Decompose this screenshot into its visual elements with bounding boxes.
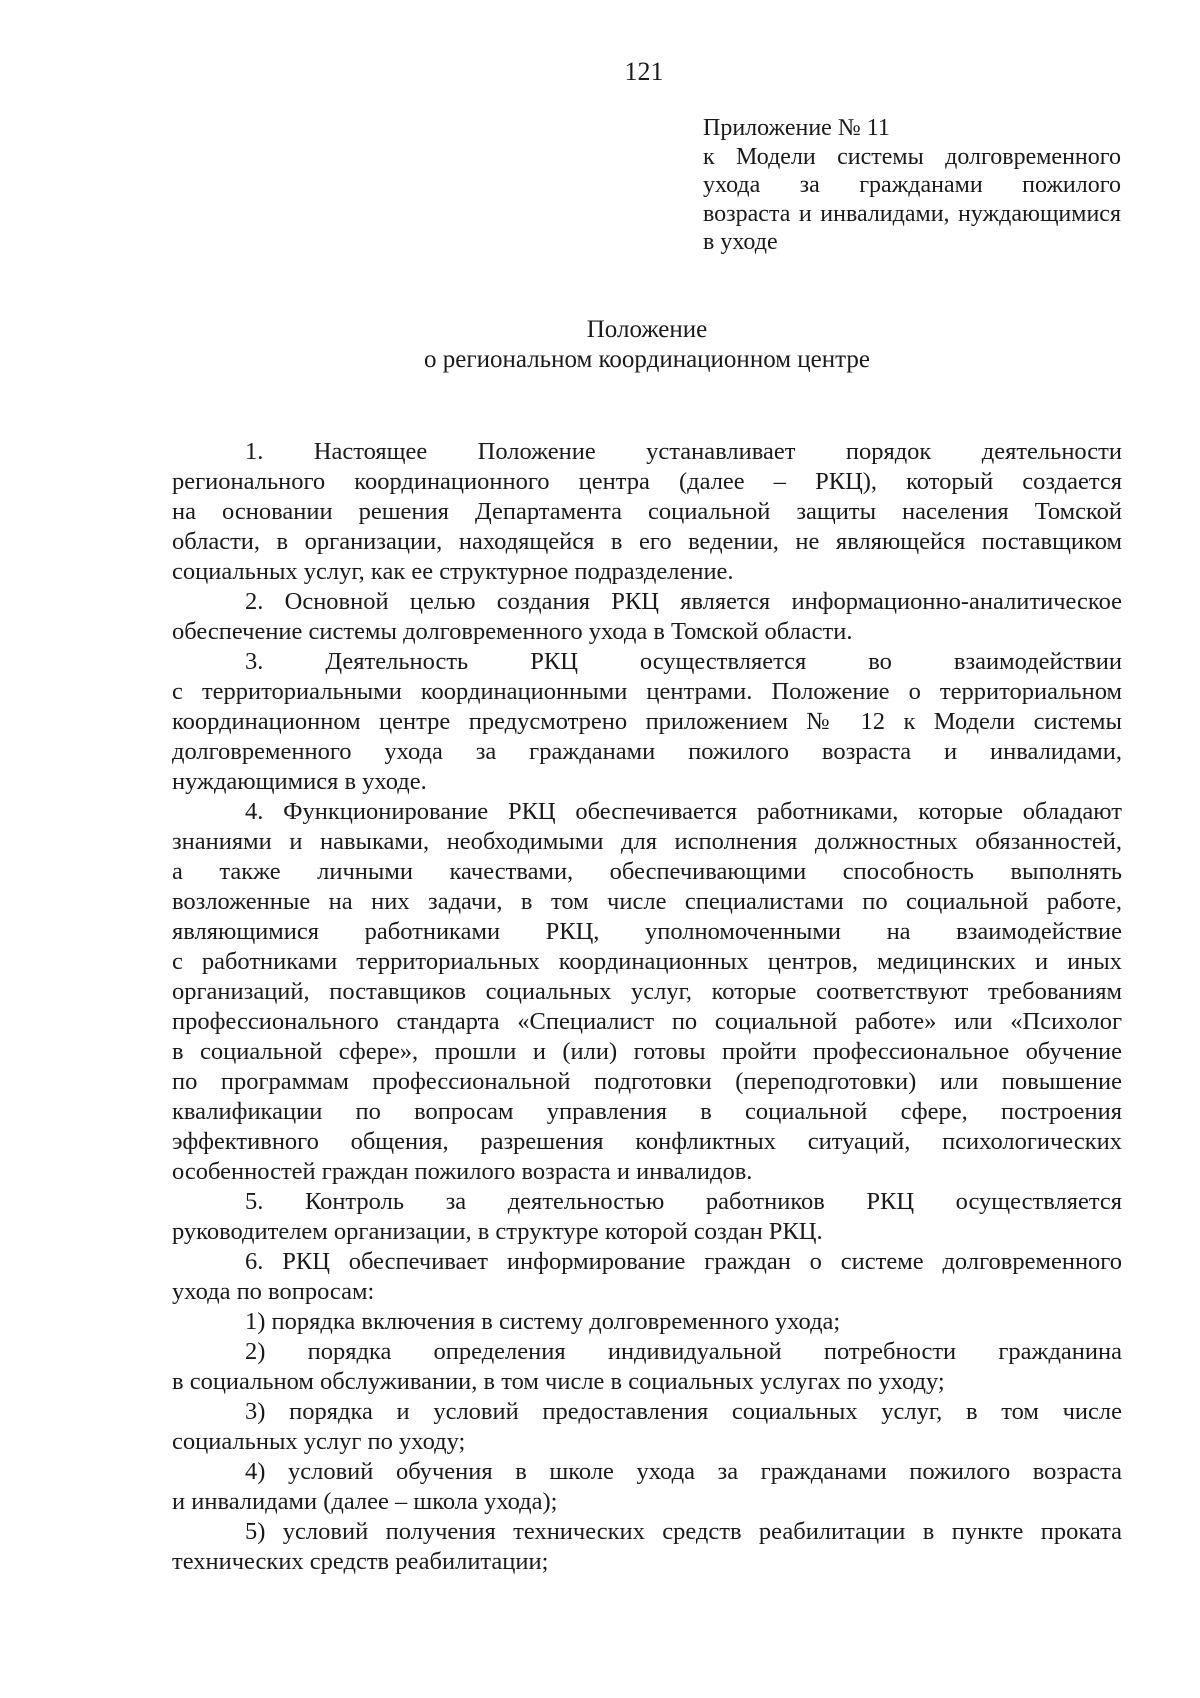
annex-reference (703, 114, 1121, 257)
paragraph-line: 6. РКЦ обеспечивает информирование граждан о системе долговременного (245, 1248, 1122, 1275)
paragraph-line: социальных услуг, как ее структурное подразделение. (172, 558, 734, 585)
paragraph-line: 2. Основной целью создания РКЦ является информационно-аналитическое (245, 588, 1122, 615)
paragraph (172, 1247, 1122, 1307)
paragraph-line: области, в организации, находящейся в его ведении, не являющейся поставщиком (172, 528, 1122, 555)
paragraph-line: особенностей граждан пожилого возраста и инвалидов. (172, 1158, 753, 1185)
document-heading (172, 315, 1122, 375)
paragraph-line: являющимися работниками РКЦ, уполномоченными на взаимодействие (172, 918, 1122, 945)
paragraph-line: знаниями и навыками, необходимыми для исполнения должностных обязанностей, (172, 828, 1122, 855)
paragraph-line: социальных услуг по уходу; (172, 1428, 466, 1455)
paragraph-line: обеспечение системы долговременного ухода в Томской области. (172, 618, 853, 645)
paragraph (172, 647, 1122, 797)
paragraph (172, 1397, 1122, 1457)
paragraph-line: по программам профессиональной подготовки (переподготовки) или повышение (172, 1068, 1122, 1095)
annex-line: ухода за гражданами пожилого (703, 172, 1121, 198)
heading-title: Положение (586, 316, 708, 343)
paragraph (172, 437, 1122, 587)
heading-subtitle: о региональном координационном центре (424, 346, 870, 373)
paragraph-line: 3) порядка и условий предоставления социальных услуг, в том числе (245, 1398, 1122, 1425)
paragraph-line: координационном центре предусмотрено приложением № 12 к Модели системы (172, 708, 1122, 735)
paragraph-line: 4. Функционирование РКЦ обеспечивается работниками, которые обладают (245, 798, 1122, 825)
paragraph-line: с работниками территориальных координационных центров, медицинских и иных (172, 948, 1122, 975)
paragraph-line: нуждающимися в уходе. (172, 768, 427, 795)
paragraph (172, 1337, 1122, 1397)
paragraph-line: а также личными качествами, обеспечивающими способность выполнять (172, 858, 1122, 885)
paragraph (172, 587, 1122, 647)
paragraph-line: с территориальными координационными центрами. Положение о территориальном (172, 678, 1122, 705)
paragraph-line: и инвалидами (далее – школа ухода); (172, 1488, 558, 1515)
annex-line: к Модели системы долговременного (703, 143, 1121, 170)
paragraph (172, 1307, 1122, 1337)
paragraph-line: квалификации по вопросам управления в социальной сфере, построения (172, 1098, 1122, 1125)
paragraph-line: долговременного ухода за гражданами пожилого возраста и инвалидами, (172, 738, 1122, 765)
paragraph-line: в социальном обслуживании, в том числе в социальных услугах по уходу; (172, 1368, 945, 1395)
paragraph (172, 1457, 1122, 1517)
paragraph-line: регионального координационного центра (далее – РКЦ), который создается (172, 468, 1122, 495)
paragraph-line: профессионального стандарта «Специалист по социальной работе» или «Психолог (172, 1008, 1122, 1035)
paragraph-line: 2) порядка определения индивидуальной потребности гражданина (245, 1338, 1122, 1365)
page-number: 121 (624, 57, 664, 86)
paragraph-line: 5) условий получения технических средств реабилитации в пункте проката (245, 1518, 1122, 1545)
annex-line: возраста и инвалидами, нуждающимися (703, 200, 1121, 227)
paragraph-line: ухода по вопросам: (172, 1278, 375, 1305)
paragraph (172, 797, 1122, 1187)
paragraph-line: 1) порядка включения в систему долговременного ухода; (245, 1308, 841, 1335)
paragraph-line: руководителем организации, в структуре которой создан РКЦ. (172, 1218, 823, 1245)
annex-line: в уходе (703, 229, 778, 255)
paragraph-line: эффективного общения, разрешения конфликтных ситуаций, психологических (172, 1128, 1122, 1155)
paragraph (172, 1187, 1122, 1247)
paragraph-line: технических средств реабилитации; (172, 1548, 549, 1575)
paragraph-line: организаций, поставщиков социальных услуг, которые соответствуют требованиям (172, 978, 1122, 1005)
paragraph-line: на основании решения Департамента социальной защиты населения Томской (172, 498, 1122, 525)
paragraph-line: 3. Деятельность РКЦ осуществляется во взаимодействии (245, 648, 1122, 675)
annex-title: Приложение № 11 (703, 115, 890, 141)
paragraph-line: 1. Настоящее Положение устанавливает порядок деятельности (245, 438, 1122, 465)
paragraph-line: 5. Контроль за деятельностью работников РКЦ осуществляется (245, 1188, 1122, 1215)
paragraph-line: в социальной сфере», прошли и (или) готовы пройти профессиональное обучение (172, 1038, 1122, 1065)
paragraph (172, 1517, 1122, 1577)
paragraph-line: 4) условий обучения в школе ухода за гражданами пожилого возраста (245, 1458, 1122, 1485)
document-body (172, 437, 1122, 1577)
paragraph-line: возложенные на них задачи, в том числе специалистами по социальной работе, (172, 888, 1122, 915)
